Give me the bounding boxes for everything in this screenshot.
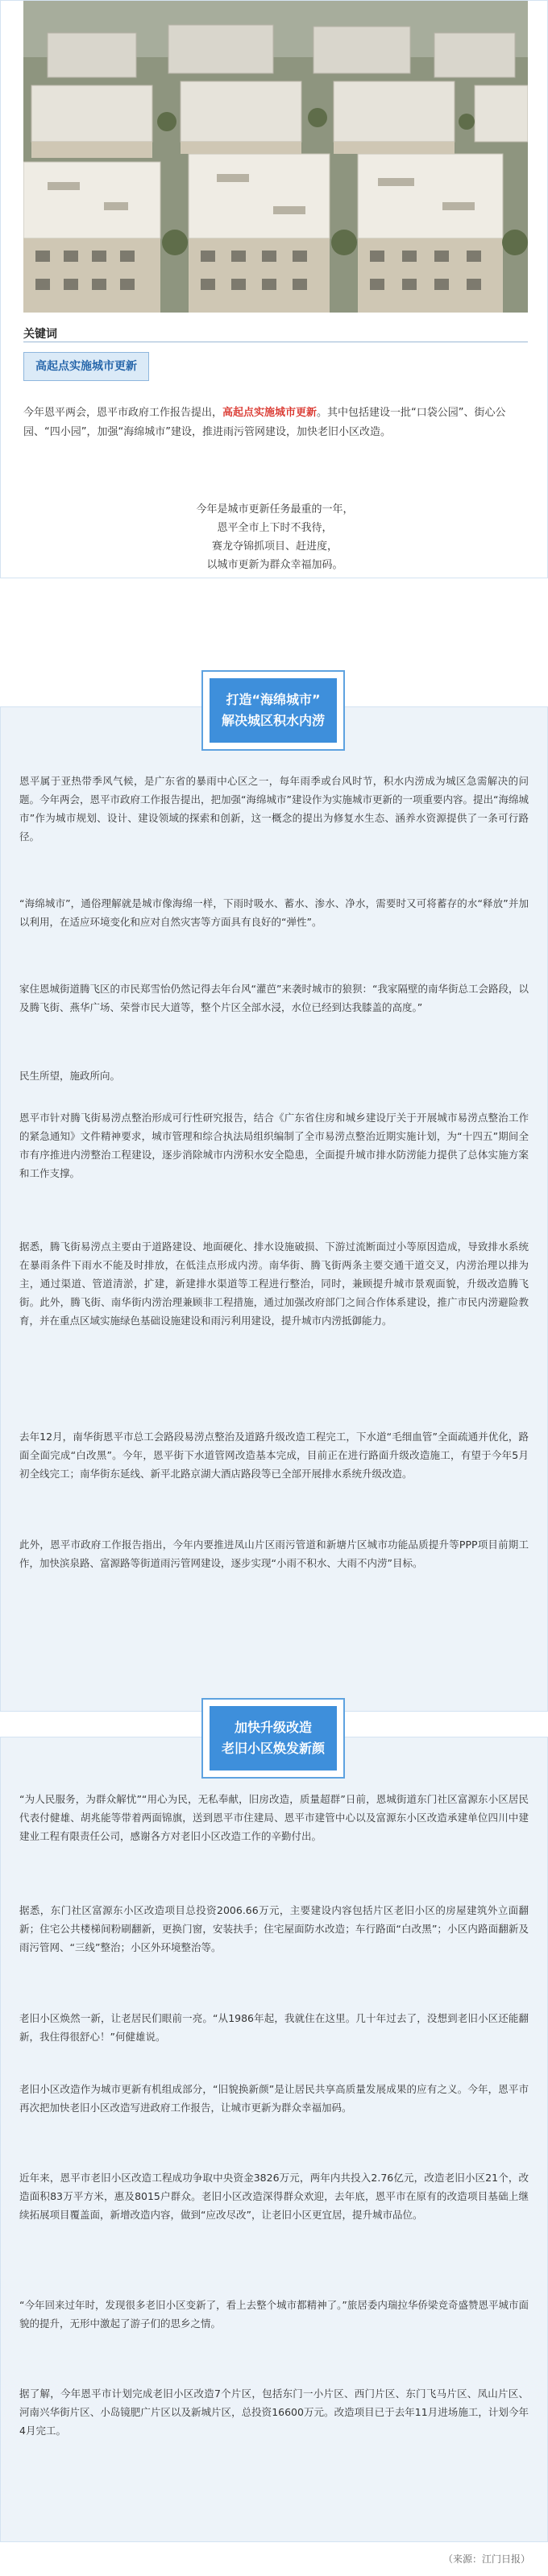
article-paragraph: “为人民服务，为群众解忧”“用心为民，无私奉献，旧房改造，质量超群”日前，恩城街道东门社区富源东小区居民代表付健雄、胡兆能等带着两面锦旗，送到恩平市住建局、恩平市建管中心以及富源东小区改造承建单位四川中建建业工程有限责任公司，感谢各方对老旧小区改造工作的辛勤付出。 xyxy=(19,1793,529,1842)
residential-buildings-photo xyxy=(23,1,528,313)
article-paragraph: 恩平市针对腾飞街易涝点整治形成可行性研究报告，结合《广东省住房和城乡建设厅关于开展城市易涝点整治工作的紧急通知》文件精神要求，城市管理和综合执法局组织编制了全市易涝点整治近期实施计划，为“十四五”期间全市有序推进内涝整治工程建设，逐步消除城市内涝积水安全隐患，全面提升城市排水防涝能力提供了总体实施方案和工作支撑。 xyxy=(19,1112,529,1179)
section-sponge-city-header xyxy=(201,670,345,751)
article-paragraph: 老旧小区改造作为城市更新有机组成部分，“旧貌换新颜”是让居民共享高质量发展成果的应有之义。今年，恩平市再次把加快老旧小区改造写进政府工作报告，让城市更新为群众幸福加码。 xyxy=(19,2083,529,2114)
section-title-line: 老旧小区焕发新颜 xyxy=(221,1741,325,1756)
article-paragraph: 近年来，恩平市老旧小区改造工程成功争取中央资金3826万元，两年内共投入2.76亿元，改造老旧小区21个，改造面积83万平方米，惠及8015户群众。老旧小区改造深得群众欢迎，去年底，恩平市在原有的改造项目基础上继续拓展项目覆盖面，新增改造内容，做到“应改尽改”，让老旧小区更宜居，提升城市品位。 xyxy=(19,2172,529,2221)
article-paragraph: “海绵城市”，通俗理解就是城市像海绵一样，下雨时吸水、蓄水、渗水、净水，需要时又可将蓄存的水“释放”并加以利用，在适应环境变化和应对自然灾害等方面具有良好的“弹性”。 xyxy=(19,897,529,928)
article-paragraph: 此外，恩平市政府工作报告指出，今年内要推进凤山片区雨污管道和新塘片区城市功能品质提升等PPP项目前期工作，加快滨泉路、富源路等街道雨污管网建设，逐步实现“小雨不积水、大雨不内涝”目标。 xyxy=(19,1539,529,1569)
article-paragraph: 据了解，今年恩平市计划完成老旧小区改造7个片区，包括东门一小片区、西门片区、东门飞马片区、凤山片区、河南兴华街片区、小岛镜肥广片区以及新城片区，总投资16600万元。改造项目已于去年11月进场施工，计划今年4月完工。 xyxy=(19,2388,529,2437)
intro-paragraph xyxy=(23,404,526,442)
verse-line: 赛龙夺锦抓项目、赶进度， xyxy=(211,540,338,553)
article-paragraph: 恩平属于亚热带季风气候，是广东省的暴雨中心区之一，每年雨季或台风时节，积水内涝成为城区急需解决的问题。今年两会，恩平市政府工作报告提出，把加强“海绵城市”建设作为实施城市更新的一项重要内容。提出“海绵城市”作为城市规划、设计、建设领域的探索和创新，这一概念的提出为修复水生态、涵养水资源提供了一条可行路径。 xyxy=(19,775,529,843)
article-paragraph: 去年12月，南华街恩平市总工会路段易涝点整治及道路升级改造工程完工，下水道“毛细血管”全面疏通并优化，路面全面完成“白改黑”。今年，恩平街下水道管网改造基本完成，目前正在进行路面升级改造施工，有望于今年5月初全线完工；南华街东延线、新平北路京湖大酒店路段等已全部开展排水系统升级改造。 xyxy=(19,1431,529,1480)
verse-line: 恩平全市上下时不我待， xyxy=(217,522,333,534)
verse-line: 以城市更新为群众幸福加码。 xyxy=(206,559,343,571)
buildings-illustration xyxy=(23,1,528,313)
article-paragraph: 据悉，东门社区富源东小区改造项目总投资2006.66万元，主要建设内容包括片区老旧小区的房屋建筑外立面翻新；住宅公共楼梯间粉刷翻新，更换门窗，安装扶手；住宅屋面防水改造；车行路面“白改黑”；小区内路面翻新及雨污管网、“三线”整治；小区外环境整治等。 xyxy=(19,1904,529,1953)
section-title-line: 加快升级改造 xyxy=(234,1720,312,1735)
article-paragraph: 民生所望，施政所向。 xyxy=(19,1070,121,1082)
article-paragraph: “今年回来过年时，发现很多老旧小区变新了，看上去整个城市都精神了。”旅居委内瑞拉华侨梁竞奇盛赞恩平城市面貌的提升，无形中激起了游子们的思乡之情。 xyxy=(19,2299,529,2330)
lead-card xyxy=(0,0,548,578)
article-paragraph: 据悉，腾飞街易涝点主要由于道路建设、地面硬化、排水设施破损、下游过流断面过小等原因造成，导致排水系统在暴雨条件下雨水不能及时排放，在低洼点形成内涝。南华街、腾飞街两条主要交通干道交叉，内涝治理以排为主，通过渠道、管道清淤，扩建，新建排水渠道等工程进行整治，同时，兼顾提升城市景观面貌，升级改造腾飞街。此外，腾飞街、南华街内涝治理兼顾非工程措施，通过加强改府部门之间合作体系建设，推广市民内涝避险教育，并在重点区域实施绿色基础设施建设和雨污利用建设，提升城市内涝抵御能力。 xyxy=(19,1240,529,1327)
intro-text-before: 今年恩平两会，恩平市政府工作报告提出， xyxy=(23,407,223,419)
section-title-line: 打造“海绵城市” xyxy=(226,692,321,707)
article-paragraph: 老旧小区焕然一新，让老居民们眼前一亮。“从1986年起，我就住在这里。几十年过去了，没想到老旧小区还能翻新，我住得很舒心！”何健雄说。 xyxy=(19,2012,529,2043)
keyword-tag: 高起点实施城市更新 xyxy=(23,352,149,381)
summary-verse xyxy=(1,500,548,574)
article-paragraph: 家住恩城街道腾飞区的市民郑雪怡仍然记得去年台风“灌芭”来袭时城市的狼狈：“我家隔壁的南华街总工会路段，以及腾飞街、燕华广场、荣誉市民大道等，整个片区全部水浸，水位已经到达我膝盖的高度。” xyxy=(19,983,529,1013)
intro-text-after: 。其中包括建设一批“口袋公园”、街心公园、“四小园”，加强“海绵城市”建设，推进雨污管网建设，加快老旧小区改造。 xyxy=(23,407,506,438)
section-title-line: 解决城区积水内涝 xyxy=(221,713,325,728)
verse-line: 今年是城市更新任务最重的一年， xyxy=(196,503,354,516)
keyword-label: 关键词 xyxy=(23,328,57,341)
section-old-community-header xyxy=(201,1698,345,1779)
source-credit: （来源：江门日报） xyxy=(442,2553,530,2565)
intro-highlight: 高起点实施城市更新 xyxy=(222,407,318,419)
